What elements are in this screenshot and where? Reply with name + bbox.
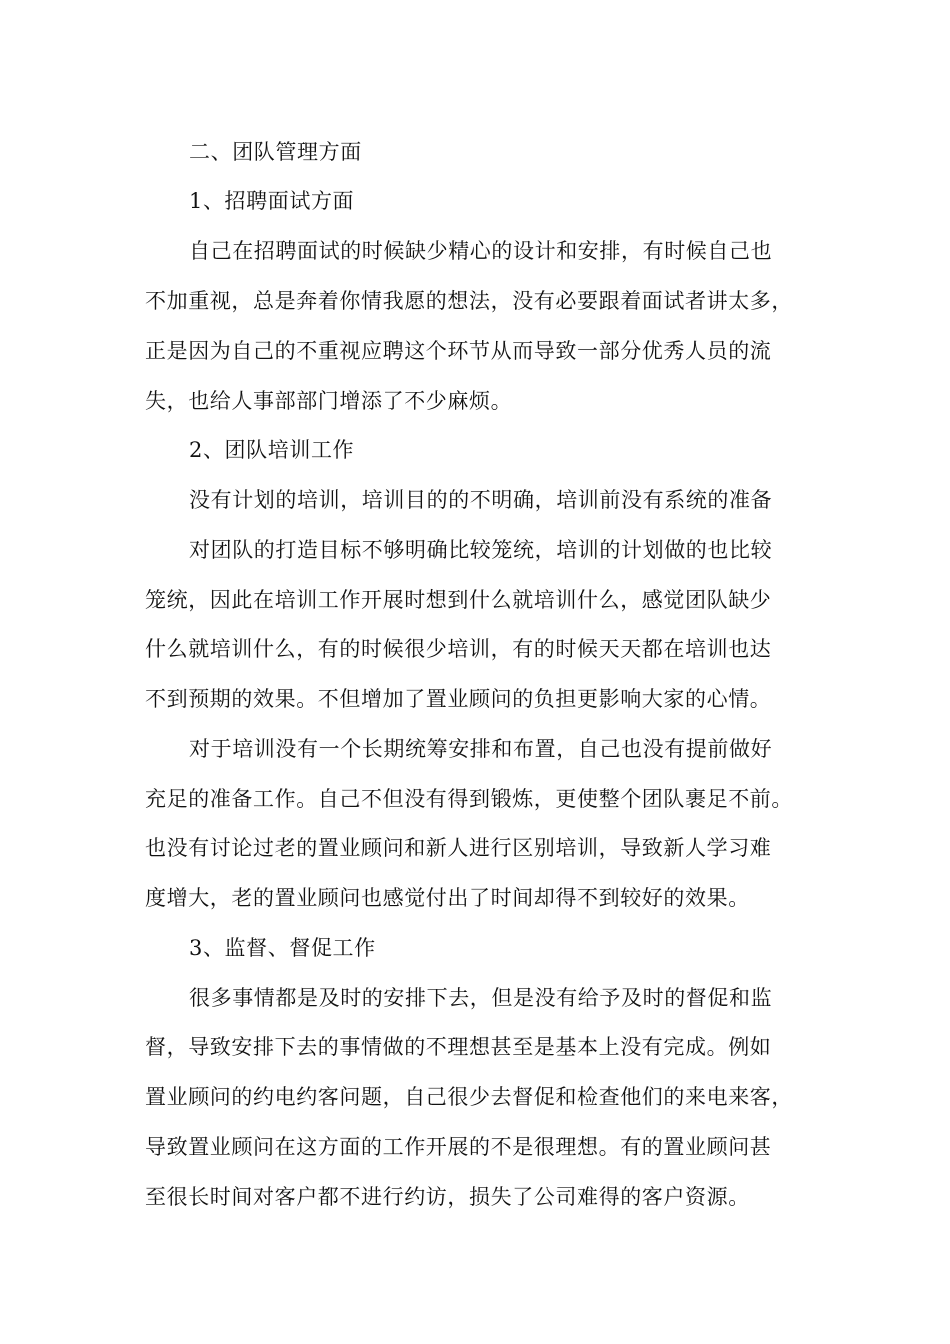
paragraph-line: 导致置业顾问在这方面的工作开展的不是很理想。有的置业顾问甚 — [145, 1135, 772, 1159]
paragraph-line: 失，也给人事部部门增添了不少麻烦。 — [145, 389, 513, 413]
paragraph-line: 笼统，因此在培训工作开展时想到什么就培训什么，感觉团队缺少 — [145, 588, 772, 612]
paragraph-line: 自己在招聘面试的时候缺少精心的设计和安排，有时候自己也 — [189, 239, 773, 263]
paragraph-line: 正是因为自己的不重视应聘这个环节从而导致一部分优秀人员的流 — [145, 339, 772, 363]
paragraph-line: 也没有讨论过老的置业顾问和新人进行区别培训，导致新人学习难 — [145, 836, 772, 860]
section-heading: 二、团队管理方面 — [189, 140, 362, 164]
paragraph-line: 没有计划的培训，培训目的的不明确，培训前没有系统的准备 — [189, 488, 773, 512]
paragraph-line: 不加重视，总是奔着你情我愿的想法，没有必要跟着面试者讲太多， — [145, 289, 793, 313]
paragraph-line: 置业顾问的约电约客问题，自己很少去督促和检查他们的来电来客， — [145, 1085, 793, 1109]
paragraph-line: 至很长时间对客户都不进行约访，损失了公司难得的客户资源。 — [145, 1185, 750, 1209]
paragraph-line: 很多事情都是及时的安排下去，但是没有给予及时的督促和监 — [189, 986, 773, 1010]
paragraph-line: 不到预期的效果。不但增加了置业顾问的负担更影响大家的心情。 — [145, 687, 772, 711]
subsection-heading: 1、招聘面试方面 — [189, 189, 355, 213]
paragraph-line: 督，导致安排下去的事情做的不理想甚至是基本上没有完成。例如 — [145, 1035, 772, 1059]
paragraph-line: 对于培训没有一个长期统筹安排和布置，自己也没有提前做好 — [189, 737, 773, 761]
paragraph-line: 度增大，老的置业顾问也感觉付出了时间却得不到较好的效果。 — [145, 886, 750, 910]
paragraph-line: 对团队的打造目标不够明确比较笼统，培训的计划做的也比较 — [189, 538, 773, 562]
paragraph-line: 充足的准备工作。自己不但没有得到锻炼，更使整个团队裹足不前。 — [145, 787, 793, 811]
paragraph-line: 什么就培训什么，有的时候很少培训，有的时候天天都在培训也达 — [145, 637, 772, 661]
subsection-heading: 2、团队培训工作 — [189, 438, 355, 462]
subsection-heading: 3、监督、督促工作 — [189, 936, 376, 960]
